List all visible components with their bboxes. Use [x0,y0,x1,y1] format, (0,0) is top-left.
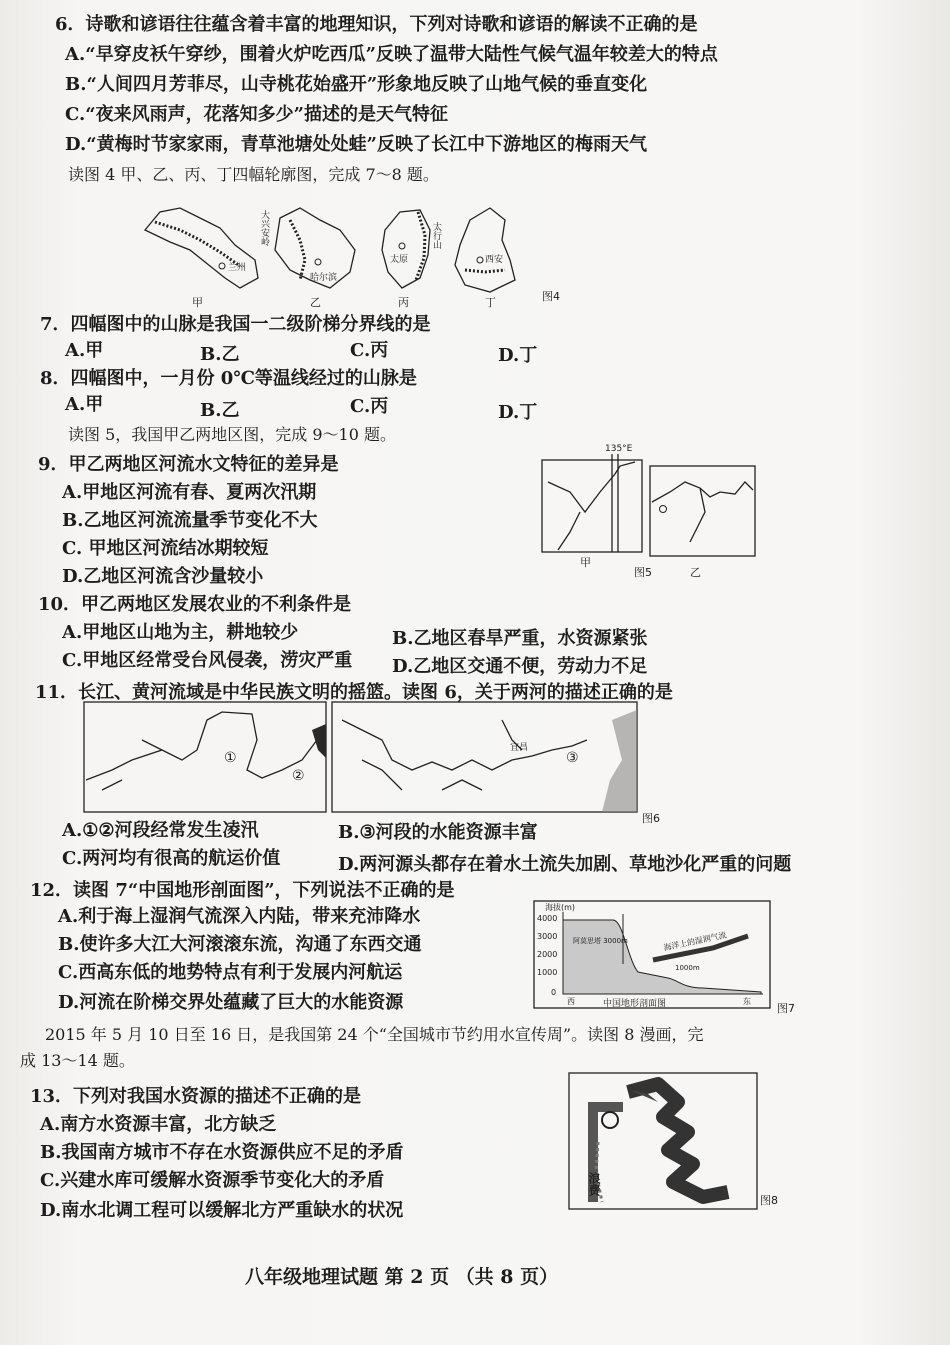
intro-9-10: 读图 5，我国甲乙两地区图，完成 9～10 题。 [68,425,396,444]
figure-6 [82,700,660,825]
taiyuan-marker [399,243,405,249]
lanzhou-marker [219,263,225,269]
intro-7-8: 读图 4 甲、乙、丙、丁四幅轮廓图，完成 7～8 题。 [68,165,439,184]
fig7-title: 中国地形剖面图 [603,999,667,1009]
fig6-sea-shading-1 [312,724,326,758]
q6-option-d: D.“黄梅时节家家雨，青草池塘处处蛙”反映了长江中下游地区的梅雨天气 [65,134,647,155]
fig7-tick-3000: 3000 [537,932,558,941]
q7-option-b: B.乙 [200,344,240,365]
fig6-caption: 图6 [642,812,660,825]
wavy-water-band [628,1084,728,1197]
q12-option-b: B.使许多大江大河滚滚东流，沟通了东西交通 [58,934,422,955]
fig4-label-jia: 甲 [192,296,203,309]
fig4-caption: 图4 [542,290,560,303]
q12-option-d: D.河流在阶梯交界处蕴藏了巨大的水能资源 [58,992,404,1013]
fig5-caption: 图5 [634,566,652,579]
fig4-label-ding: 丁 [485,296,496,309]
q13-option-d: D.南水北调工程可以缓解北方严重缺水的状况 [40,1200,404,1221]
map-label-daxinganling: 大兴安岭 [259,210,269,246]
fig7-note-2: 1000m [675,964,700,972]
q7-option-d: D.丁 [498,345,538,366]
fig7-ylabel: 海拔(m) [545,903,576,912]
fig6-city-yichang: 宜昌 [510,743,529,753]
q10-option-a: A.甲地区山地为主，耕地较少 [62,622,299,643]
fig8-label-waste: 浪费 [587,1172,601,1196]
q7-option-c: C.丙 [350,340,389,361]
figure-4-maps [140,200,570,305]
harbin-marker [315,259,321,265]
fig7-tick-4000: 4000 [537,914,558,923]
q12-option-a: A.利于海上湿润气流深入内陆，带来充沛降水 [58,906,421,927]
map-label-lanzhou: 兰州 [228,263,247,273]
fig7-east: 东 [743,997,751,1006]
fig5-label-yi: 乙 [690,566,701,579]
fig5-longitude: 135°E [605,444,633,454]
q10-option-c: C.甲地区经常受台风侵袭，涝灾严重 [62,650,353,671]
map-label-xian: 西安 [485,255,504,265]
q10-option-d: D.乙地区交通不便，劳动力不足 [392,656,648,677]
q9-option-c: C. 甲地区河流结冰期较短 [62,538,269,559]
xian-marker [477,257,483,263]
q7-option-a: A.甲 [65,340,104,361]
fig7-tick-1000: 1000 [537,968,558,977]
fig7-caption: 图7 [777,1002,795,1015]
fig4-label-yi: 乙 [310,296,321,309]
figure-7-profile [533,900,773,1010]
q10-option-b: B.乙地区春旱严重，水资源紧张 [392,628,648,649]
q8-option-c: C.丙 [350,396,389,417]
q8-option-b: B.乙 [200,400,240,421]
figure-6-maps [82,700,642,818]
q8-option-d: D.丁 [498,402,538,423]
q12-option-c: C.西高东低的地势特点有利于发展内河航运 [58,962,403,983]
q9-stem: 9．甲乙两地区河流水文特征的差异是 [38,454,339,475]
q8-option-a: A.甲 [65,394,104,415]
map-label-taiyuan: 太原 [390,255,409,265]
q11-option-c: C.两河均有很高的航运价值 [62,848,281,869]
fig6-mark-3: ③ [566,750,579,766]
q13-option-a: A.南方水资源丰富，北方缺乏 [40,1114,277,1135]
figure-5-maps [540,452,760,582]
figure-5 [540,444,760,582]
q7-stem: 7．四幅图中的山脉是我国一二级阶梯分界线的是 [40,314,431,335]
fig6-sea-shading-2 [602,710,637,812]
fig7-tick-2000: 2000 [537,950,558,959]
intro-13-14-line-2: 成 13～14 题。 [20,1051,135,1070]
q13-stem: 13．下列对我国水资源的描述不正确的是 [30,1086,362,1107]
fig7-tick-0: 0 [551,988,557,997]
q6-option-a: A.“早穿皮袄午穿纱，围着火炉吃西瓜”反映了温带大陆性气候气温年较差大的特点 [65,44,718,65]
fig8-caption: 图8 [760,1194,778,1207]
map-label-taihangshan: 太行山 [431,222,441,249]
q11-option-a: A.①②河段经常发生凌汛 [62,820,259,841]
q11-option-d: D.两河源头都存在着水土流失加剧、草地沙化严重的问题 [338,854,792,875]
q12-stem: 12．读图 7“中国地形剖面图”，下列说法不正确的是 [30,880,455,901]
fig5-city-marker [660,506,667,513]
intro-13-14-line-1: 2015 年 5 月 10 日至 16 日，是我国第 24 个“全国城市节约用水宣传周”。读图 8 漫画，完 [45,1025,704,1044]
faucet-handle [602,1112,618,1128]
q11-option-b: B.③河段的水能资源丰富 [338,822,538,843]
q6-option-b: B.“人间四月芳菲尽，山寺桃花始盛开”形象地反映了山地气候的垂直变化 [65,74,648,95]
page-footer: 八年级地理试题 第 2 页 （共 8 页） [245,1266,559,1288]
figure-4 [140,200,570,309]
q11-stem: 11．长江、黄河流域是中华民族文明的摇篮。读图 6，关于两河的描述正确的是 [35,682,673,703]
q13-option-b: B.我国南方城市不存在水资源供应不足的矛盾 [40,1142,404,1163]
map-label-harbin: 哈尔滨 [310,273,338,283]
fig5-label-jia: 甲 [580,556,591,569]
q6-stem: 6．诗歌和谚语往往蕴含着丰富的地理知识，下列对诗歌和谚语的解读不正确的是 [55,14,698,35]
figure-7 [533,900,795,1015]
fig7-west: 西 [567,997,575,1006]
q13-option-c: C.兴建水库可缓解水资源季节变化大的矛盾 [40,1170,385,1191]
fig7-note-1: 阿莫思塔 3000m [573,937,628,945]
q9-option-a: A.甲地区河流有春、夏两次汛期 [62,482,317,503]
fig6-mark-2: ② [292,768,305,784]
q9-option-d: D.乙地区河流含沙量较小 [62,566,264,587]
fig6-mark-1: ① [224,750,237,766]
q9-option-b: B.乙地区河流流量季节变化不大 [62,510,318,531]
q6-option-c: C.“夜来风雨声，花落知多少”描述的是天气特征 [65,104,448,125]
q10-stem: 10．甲乙两地区发展农业的不利条件是 [38,594,352,615]
fig4-label-bing: 丙 [398,296,409,309]
q8-stem: 8．四幅图中，一月份 0℃等温线经过的山脉是 [40,368,417,389]
fig7-arrow-text: 海洋上的湿润气流 [662,930,728,953]
figure-8 [568,1072,778,1210]
